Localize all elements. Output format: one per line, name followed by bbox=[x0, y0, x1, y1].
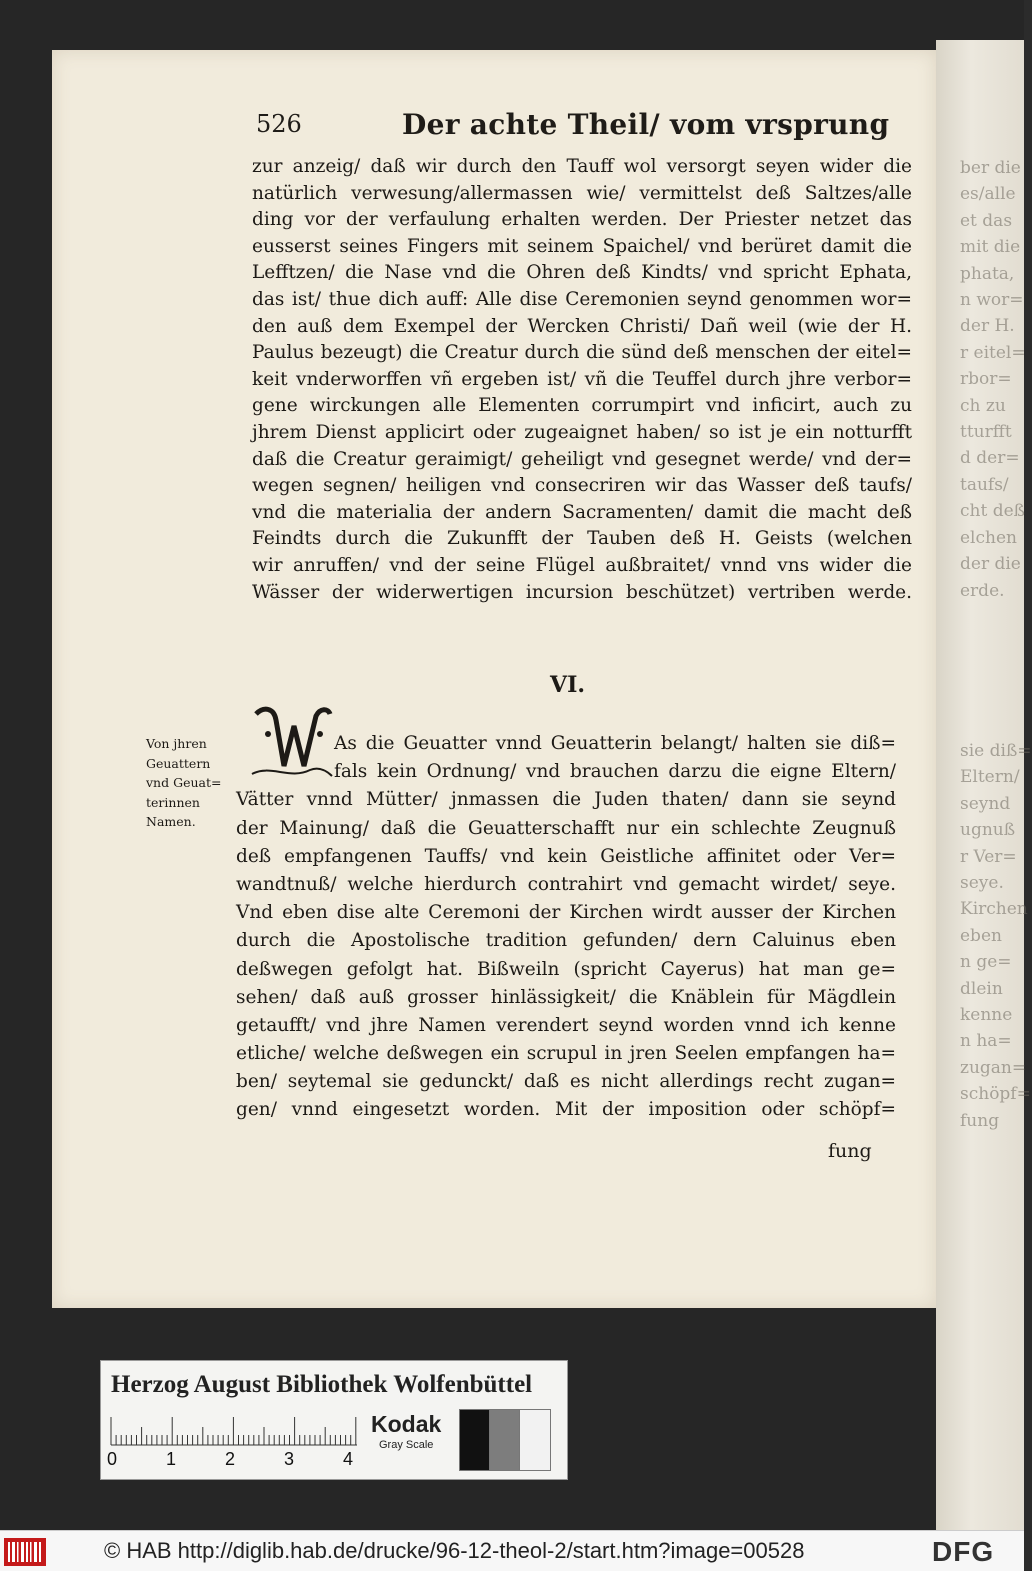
margin-note-line: Von jhren bbox=[146, 736, 207, 751]
text-line: Wässer der widerwertigen incursion beschützet) vertriben werde. bbox=[252, 581, 912, 603]
color-target bbox=[100, 1360, 568, 1480]
facing-fragment: ch zu bbox=[960, 395, 1006, 416]
facing-fragment: Eltern/ bbox=[960, 767, 1020, 788]
section-line: der Mainung/ daß die Geuatterschafft nur ein schlechte Zeugnuß bbox=[236, 817, 896, 839]
section-line: deßwegen gefolgt hat. Bißweiln (spricht Cayerus) hat man ge= bbox=[236, 958, 896, 980]
credit-link[interactable]: © HAB http://diglib.hab.de/drucke/96-12-theol-2/start.htm?image=00528 bbox=[104, 1538, 805, 1563]
facing-fragment: taufs/ bbox=[960, 474, 1009, 495]
facing-page-text-lower bbox=[960, 738, 1032, 1134]
text-line: jhrem Dienst applicirt oder zugeaignet haben/ so ist je ein notturfft bbox=[252, 421, 912, 443]
text-line: Paulus bezeugt) die Creatur durch die sünd deß menschen der eitel= bbox=[252, 342, 912, 364]
facing-fragment: et das bbox=[960, 210, 1013, 231]
facing-fragment: n ge= bbox=[960, 952, 1012, 973]
text-line: ding vor der verfaulung erhalten werden. Der Priester netzet das bbox=[252, 209, 912, 231]
facing-fragment: eben bbox=[960, 925, 1002, 946]
facing-fragment: der H. bbox=[960, 316, 1015, 337]
section-line: durch die Apostolische tradition gefunden/ dern Caluinus eben bbox=[236, 930, 896, 952]
facing-fragment: Kirchen bbox=[960, 899, 1028, 920]
text-line: den auß dem Exempel der Wercken Christi/ Dañ weil (wie der H. bbox=[252, 315, 912, 337]
text-line: wegen segnen/ heiligen vnd consecriren wir das Wasser deß taufs/ bbox=[252, 475, 912, 497]
running-head: Der achte Theil/ vom vrsprung bbox=[402, 108, 890, 141]
facing-fragment: ugnuß bbox=[960, 820, 1016, 841]
catchword: fung bbox=[828, 1140, 872, 1162]
section-line: fals kein Ordnung/ vnd brauchen darzu die eigne Eltern/ bbox=[334, 761, 896, 783]
section-line: ben/ seytemal sie gedunckt/ daß es nicht allerdings recht zugan= bbox=[236, 1071, 896, 1093]
gray-swatch bbox=[459, 1409, 491, 1471]
margin-note-line: Geuattern bbox=[146, 755, 211, 771]
facing-fragment: r Ver= bbox=[960, 846, 1017, 867]
section-line: wandtnuß/ welche hierdurch contrahirt vnd gemacht wirdet/ seye. bbox=[236, 873, 896, 895]
ruler-number: 1 bbox=[166, 1449, 177, 1469]
text-line: eusserst seines Fingers mit seinem Spaichel/ vnd berüret damit die bbox=[252, 235, 912, 257]
ruler-number: 4 bbox=[343, 1449, 354, 1469]
facing-fragment: n wor= bbox=[960, 290, 1024, 311]
facing-fragment: cht deß bbox=[960, 501, 1026, 522]
section-line: getaufft/ vnd jhre Namen verendert seynd worden vnnd ich kenne bbox=[236, 1014, 896, 1036]
margin-note bbox=[146, 734, 242, 832]
facing-fragment: phata, bbox=[960, 263, 1015, 284]
facing-fragment: erde. bbox=[960, 580, 1005, 601]
section-line: Vnd eben dise alte Ceremoni der Kirchen wirdt ausser der Kirchen bbox=[236, 902, 896, 924]
section-line: etliche/ welche deßwegen ein scrupul in jren Seelen empfangen ha= bbox=[236, 1043, 896, 1065]
facing-fragment: dlein bbox=[960, 978, 1003, 999]
gray-swatch bbox=[489, 1409, 521, 1471]
section-line: sehen/ daß auß grosser hinlässigkeit/ die Knäblein für Mägdlein bbox=[236, 986, 896, 1008]
section-text bbox=[236, 730, 896, 1125]
gray-swatches bbox=[459, 1409, 551, 1469]
kodak-logo: Kodak bbox=[371, 1411, 442, 1437]
body-text bbox=[252, 154, 912, 606]
gray-scale-label: Gray Scale bbox=[379, 1439, 434, 1451]
margin-note-line: terinnen bbox=[146, 794, 200, 810]
section-line: gen/ vnnd eingesetzt worden. Mit der imposition oder schöpf= bbox=[236, 1099, 896, 1121]
text-line: wir anruffen/ vnd der seine Flügel außbraitet/ vnnd vns wider die bbox=[252, 554, 912, 576]
ruler-number: 0 bbox=[107, 1449, 118, 1469]
section-line: Vätter vnnd Mütter/ jnmassen die Juden thaten/ dann sie seynd bbox=[236, 789, 896, 811]
section-line: As die Geuatter vnnd Geuatterin belangt/ halten sie diß= bbox=[334, 733, 896, 754]
facing-fragment: seynd bbox=[960, 793, 1011, 814]
facing-fragment: der die bbox=[960, 554, 1021, 575]
margin-note-line: vnd Geuat= bbox=[146, 775, 222, 790]
facing-fragment: elchen bbox=[960, 527, 1017, 548]
text-line: daß die Creatur geraimigt/ geheiligt vnd gesegnet werde/ vnd der= bbox=[252, 448, 912, 470]
facing-fragment: sie diß= bbox=[960, 741, 1032, 761]
facing-fragment: es/alle bbox=[960, 184, 1016, 205]
facing-fragment: n ha= bbox=[960, 1031, 1012, 1052]
facing-fragment: r eitel= bbox=[960, 342, 1026, 363]
dfg-logo: DFG bbox=[932, 1536, 995, 1567]
page-number: 526 bbox=[256, 110, 302, 138]
facing-fragment: rbor= bbox=[960, 369, 1012, 390]
text-line: Feindts durch die Zukunfft der Tauben deß H. Geists (welchen bbox=[252, 528, 912, 550]
facing-fragment: tturfft bbox=[960, 422, 1012, 443]
margin-note-line: Namen. bbox=[146, 814, 196, 829]
ruler-number: 3 bbox=[284, 1449, 295, 1469]
facing-fragment: d der= bbox=[960, 448, 1020, 469]
page-header bbox=[252, 108, 912, 148]
text-line: zur anzeig/ daß wir durch den Tauff wol versorgt seyen wider die bbox=[252, 156, 912, 177]
facing-fragment: seye. bbox=[960, 873, 1004, 894]
facing-fragment: zugan= bbox=[960, 1057, 1027, 1078]
facing-page-text-upper bbox=[960, 155, 1024, 604]
ruler-number: 2 bbox=[225, 1449, 236, 1469]
section-number: VI. bbox=[550, 672, 586, 698]
facing-fragment: kenne bbox=[960, 1005, 1013, 1026]
text-line: keit vnderworffen vñ ergeben ist/ vñ die Teuffel durch jhre verbor= bbox=[252, 368, 912, 390]
text-line: das ist/ thue dich auff: Alle dise Ceremonien seynd genommen wor= bbox=[252, 288, 912, 310]
text-line: vnd die materialia der andern Sacramenten/ damit die macht deß bbox=[252, 501, 912, 523]
text-line: gene wirckungen alle Elementen corrumpirt vnd inficirt, auch zu bbox=[252, 395, 912, 417]
library-name: Herzog August Bibliothek Wolfenbüttel bbox=[111, 1371, 533, 1398]
facing-fragment: mit die bbox=[960, 237, 1021, 258]
footer-bar bbox=[0, 1530, 1024, 1571]
gray-swatch bbox=[519, 1409, 551, 1471]
facing-fragment: ber die bbox=[960, 158, 1021, 178]
facing-fragment: schöpf= bbox=[960, 1084, 1031, 1105]
text-line: natürlich verwesung/allermassen wie/ vermittelst deß Saltzes/alle bbox=[252, 182, 912, 204]
text-line: Lefftzen/ die Nase vnd die Ohren deß Kindts/ vnd spricht Ephata, bbox=[252, 262, 912, 284]
barcode-icon bbox=[4, 1538, 46, 1566]
section-line: deß empfangenen Tauffs/ vnd kein Geistliche affinitet oder Ver= bbox=[236, 845, 896, 867]
facing-fragment: fung bbox=[960, 1110, 1000, 1131]
